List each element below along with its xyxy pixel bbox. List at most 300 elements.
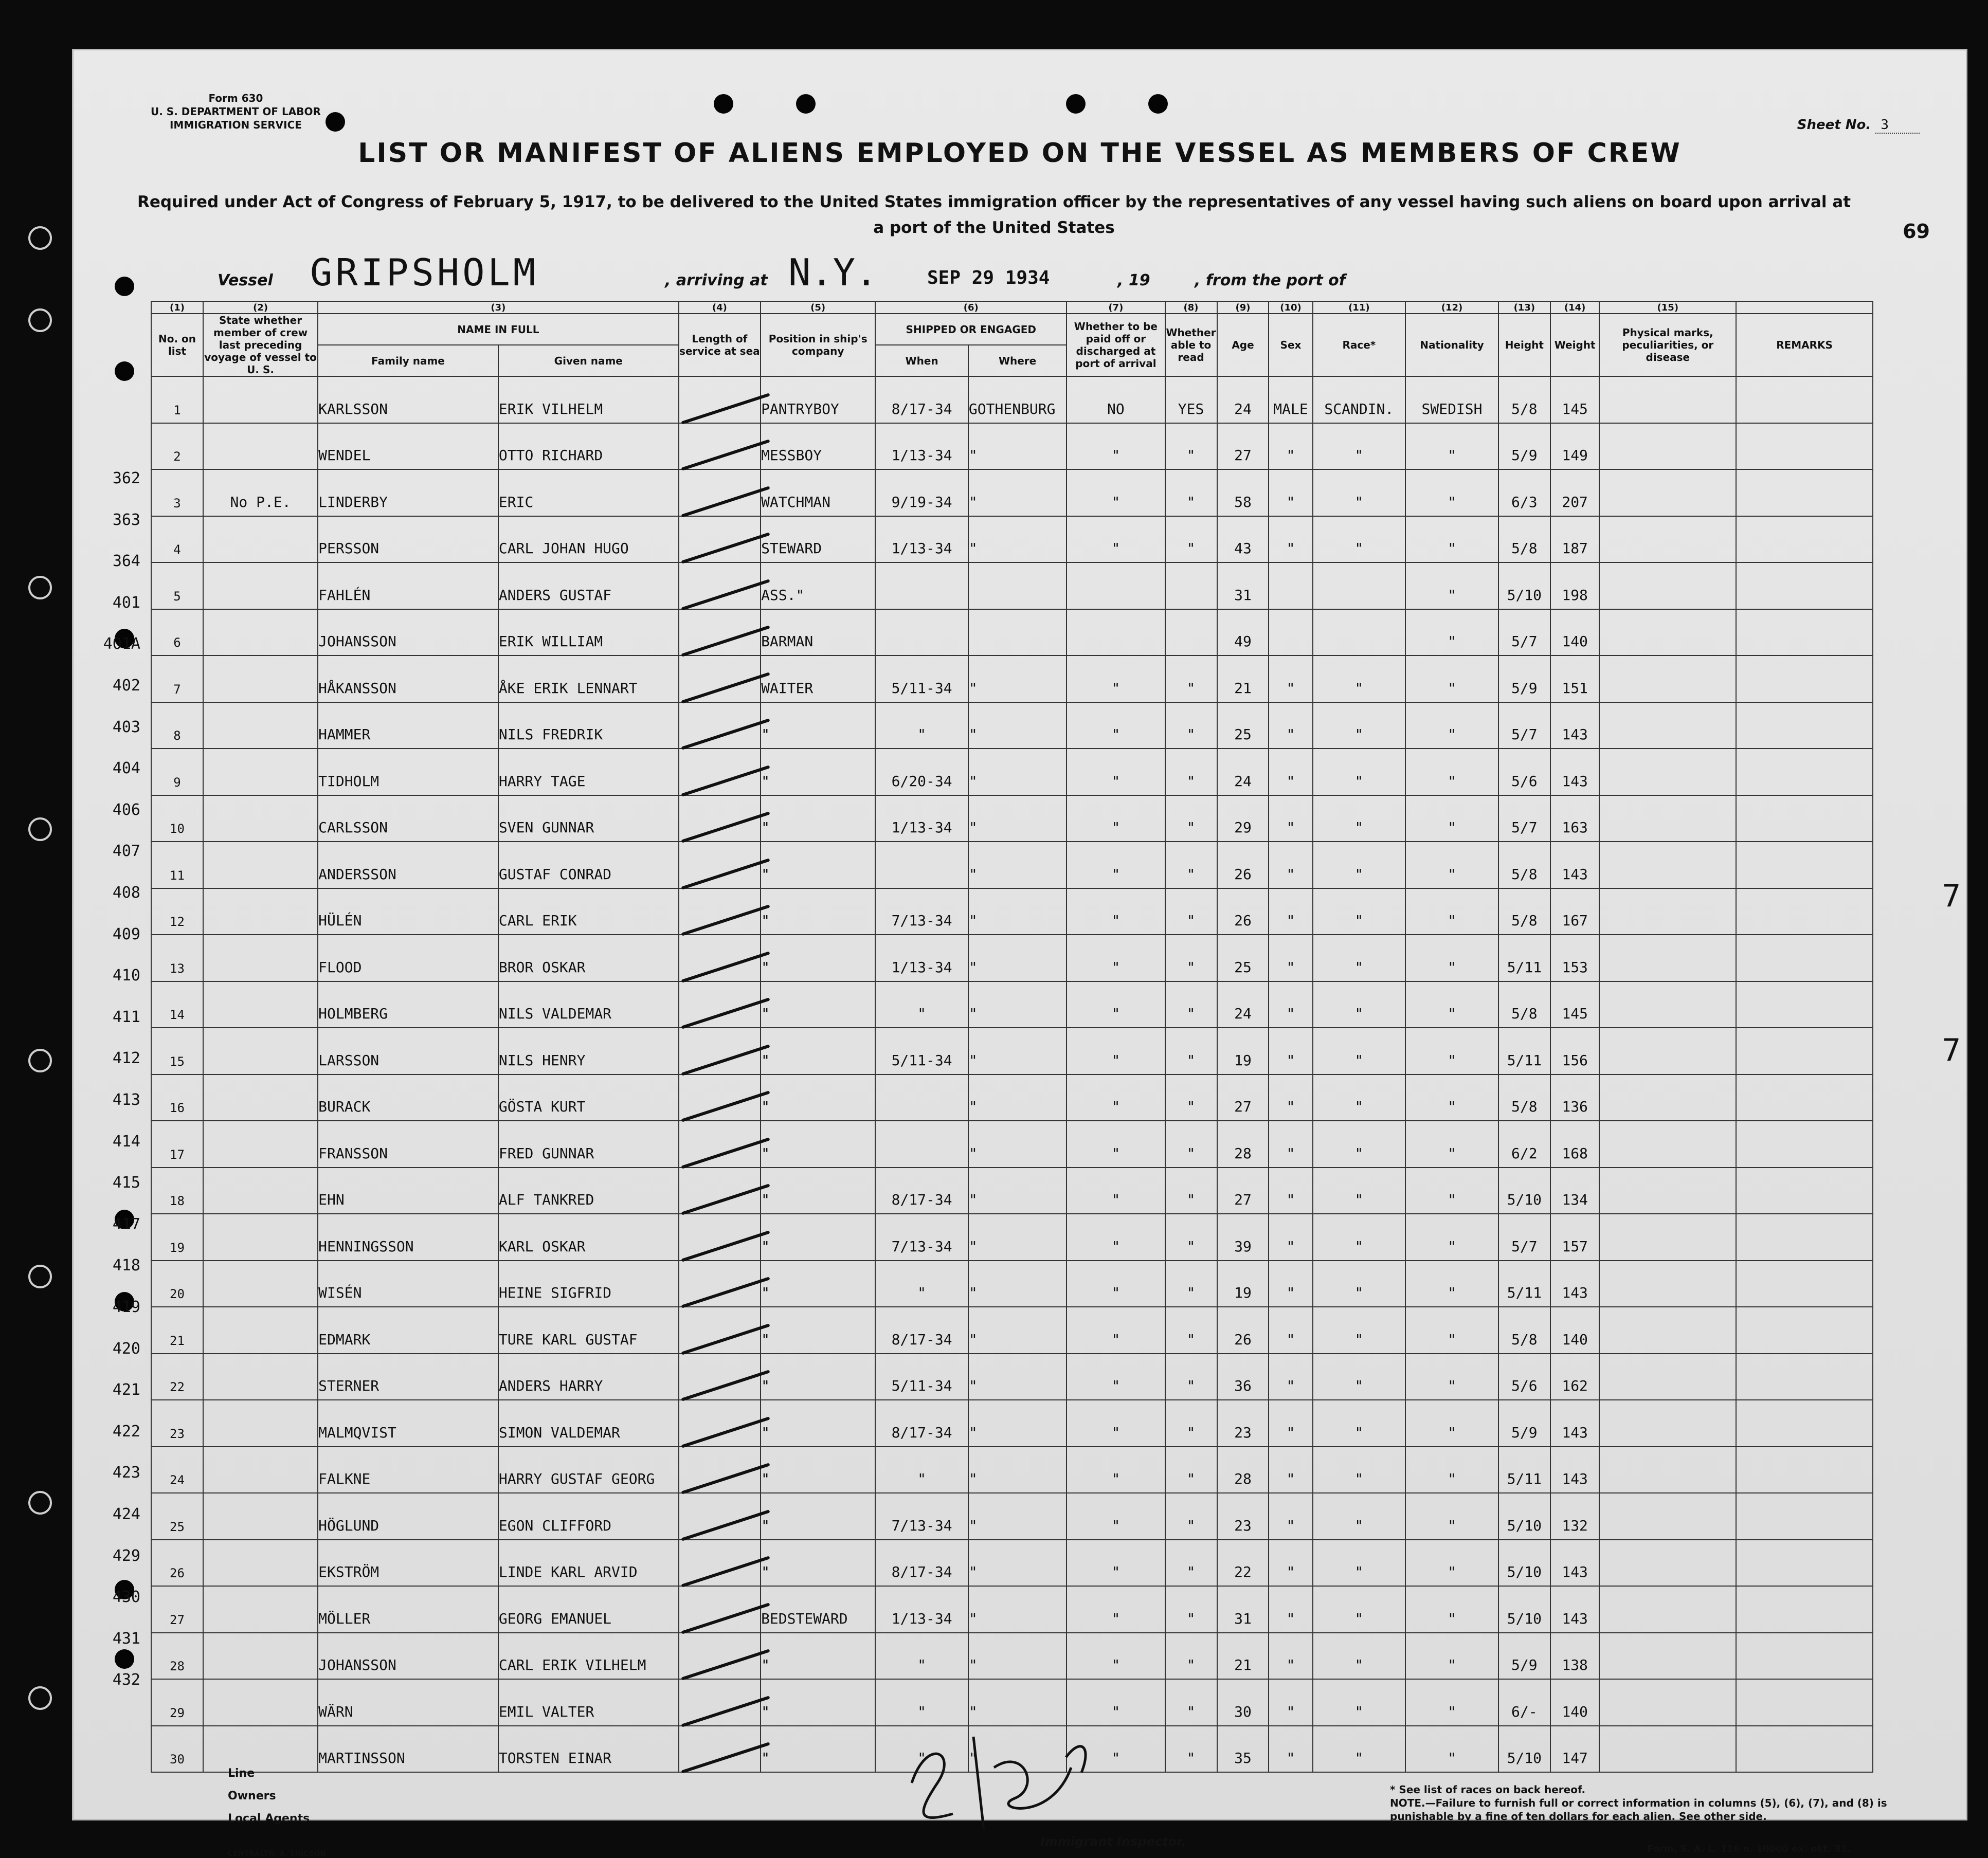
shipped-when-cell: " [875,1679,968,1726]
header-no-on-list: No. on list [151,314,203,376]
weight-cell: 138 [1550,1633,1600,1680]
position-cell: " [761,1493,875,1540]
table-row [151,1493,1873,1540]
length-of-service-cell [679,888,761,935]
list-number-cell: 22 [151,1354,203,1400]
shipped-where-cell: " [968,1121,1067,1168]
pen-stroke [681,997,770,1029]
weight-cell: 149 [1550,423,1600,470]
paid-off-cell [1067,562,1165,609]
sex-cell: " [1269,516,1312,563]
reference-number: 430 [112,1588,140,1607]
given-name-cell: GEORG EMANUEL [498,1586,679,1633]
paid-off-cell: " [1067,1307,1165,1354]
race-cell: " [1313,1214,1406,1261]
form-number: Form. S. A. L. 116 n. 10000 ex. okt. 31. [1647,1844,1851,1854]
height-cell: 6/- [1498,1679,1550,1726]
nationality-cell: " [1405,423,1498,470]
prior-voyage-cell [203,1214,318,1261]
given-name-cell: NILS VALDEMAR [498,981,679,1028]
physical-marks-cell [1599,1121,1736,1168]
race-cell: " [1313,1261,1406,1307]
punch-hole [1066,94,1086,114]
sex-cell [1269,609,1312,656]
physical-marks-cell [1599,1168,1736,1214]
length-of-service-cell [679,1726,761,1773]
height-cell: 5/9 [1498,655,1550,702]
table-row [151,749,1873,795]
given-name-cell: HARRY TAGE [498,749,679,795]
sex-cell: " [1269,1400,1312,1447]
height-cell: 5/6 [1498,1354,1550,1400]
reference-number: 419 [112,1298,140,1316]
position-cell: " [761,1633,875,1680]
height-cell: 5/8 [1498,1307,1550,1354]
pen-stroke [681,904,770,936]
age-cell: 30 [1217,1679,1269,1726]
shipped-when-cell: 5/11-34 [875,655,968,702]
race-cell: " [1313,981,1406,1028]
pen-stroke [681,1509,770,1541]
age-cell: 29 [1217,795,1269,842]
list-number-cell: 23 [151,1400,203,1447]
pen-stroke [681,439,770,470]
shipped-when-cell: 5/11-34 [875,1354,968,1400]
shipped-when-cell: 7/13-34 [875,888,968,935]
column-number: (2) [203,301,318,314]
prior-voyage-cell [203,981,318,1028]
paid-off-cell: " [1067,655,1165,702]
weight-cell: 143 [1550,702,1600,749]
column-number: (10) [1269,301,1312,314]
race-cell: " [1313,842,1406,888]
race-cell: " [1313,1400,1406,1447]
sex-cell: " [1269,1214,1312,1261]
list-number-cell: 4 [151,516,203,563]
family-name-cell: PERSSON [318,516,498,563]
family-name-cell: FALKNE [318,1447,498,1493]
remarks-cell [1736,376,1873,423]
shipped-when-cell [875,842,968,888]
length-of-service-cell [679,1400,761,1447]
able-to-read-cell: " [1165,655,1217,702]
reference-number: 362 [112,469,140,487]
column-number [1736,301,1873,314]
sex-cell: " [1269,1726,1312,1773]
position-cell: " [761,1168,875,1214]
table-row [151,1028,1873,1074]
nationality-cell: " [1405,1679,1498,1726]
remarks-cell [1736,469,1873,516]
height-cell: 5/11 [1498,1028,1550,1074]
paid-off-cell: " [1067,935,1165,981]
physical-marks-cell [1599,1493,1736,1540]
age-cell: 36 [1217,1354,1269,1400]
header-length-service: Length of service at sea [679,314,761,376]
punch-hole [796,94,816,114]
list-number-cell: 30 [151,1726,203,1773]
shipped-where-cell [968,609,1067,656]
weight-cell: 145 [1550,376,1600,423]
nationality-cell: " [1405,1168,1498,1214]
race-cell: " [1313,888,1406,935]
race-cell: " [1313,1679,1406,1726]
prior-voyage-cell [203,609,318,656]
shipped-when-cell: 1/13-34 [875,516,968,563]
age-cell: 49 [1217,609,1269,656]
height-cell: 5/9 [1498,423,1550,470]
prior-voyage-cell [203,1354,318,1400]
family-name-cell: JOHANSSON [318,1633,498,1680]
sex-cell: " [1269,1679,1312,1726]
able-to-read-cell: " [1165,842,1217,888]
weight-cell: 140 [1550,1307,1600,1354]
reference-number: 421 [112,1381,140,1399]
shipped-where-cell: " [968,795,1067,842]
shipped-when-cell [875,609,968,656]
shipped-where-cell: " [968,1633,1067,1680]
paid-off-cell: " [1067,1586,1165,1633]
given-name-cell: ANDERS GUSTAF [498,562,679,609]
position-cell: WATCHMAN [761,469,875,516]
height-cell: 5/8 [1498,1074,1550,1121]
page-number: 69 [1903,220,1930,243]
height-cell: 5/11 [1498,1261,1550,1307]
list-number-cell: 28 [151,1633,203,1680]
age-cell: 25 [1217,935,1269,981]
given-name-cell: ERIK WILLIAM [498,609,679,656]
nationality-cell: " [1405,935,1498,981]
list-number-cell: 27 [151,1586,203,1633]
footer-notes [1390,1783,1904,1823]
shipped-where-cell: " [968,1493,1067,1540]
given-name-cell: FRED GUNNAR [498,1121,679,1168]
shipped-where-cell: " [968,888,1067,935]
remarks-cell [1736,562,1873,609]
prior-voyage-cell [203,376,318,423]
shipped-when-cell [875,1121,968,1168]
paid-off-cell: " [1067,1447,1165,1493]
shipped-where-cell: " [968,981,1067,1028]
able-to-read-cell: " [1165,1168,1217,1214]
length-of-service-cell [679,469,761,516]
prior-voyage-cell [203,1168,318,1214]
able-to-read-cell: " [1165,1447,1217,1493]
able-to-read-cell: " [1165,1633,1217,1680]
family-name-cell: TIDHOLM [318,749,498,795]
table-row [151,609,1873,656]
position-cell: ASS." [761,562,875,609]
paid-off-cell: " [1067,1074,1165,1121]
shipped-where-cell: " [968,1400,1067,1447]
able-to-read-cell: " [1165,1121,1217,1168]
margin-tally-mark: 7 [1942,1032,1961,1068]
position-cell: WAITER [761,655,875,702]
height-cell: 6/3 [1498,469,1550,516]
pen-stroke [681,1090,770,1122]
table-row [151,655,1873,702]
family-name-cell: EDMARK [318,1307,498,1354]
nationality-cell: " [1405,1633,1498,1680]
height-cell: 5/10 [1498,1540,1550,1587]
page-subtitle: Required under Act of Congress of February 5, 1917, to be delivered to the United States immigration officer by the representatives of any vessel having such aliens on board upon arrival at a port of the United States [137,193,1851,237]
punch-hole [115,277,134,296]
nationality-cell: " [1405,749,1498,795]
column-number: (12) [1405,301,1498,314]
able-to-read-cell: " [1165,1540,1217,1587]
list-number-cell: 20 [151,1261,203,1307]
shipped-when-cell: 1/13-34 [875,1586,968,1633]
length-of-service-cell [679,1354,761,1400]
prior-voyage-cell [203,1074,318,1121]
header-height: Height [1498,314,1550,376]
vessel-name: GRIPSHOLM [310,251,539,294]
length-of-service-cell [679,1214,761,1261]
position-cell: STEWARD [761,516,875,563]
physical-marks-cell [1599,795,1736,842]
column-number: (4) [679,301,761,314]
list-number-cell: 11 [151,842,203,888]
inspector-label: Immigrant Inspector. [1040,1834,1186,1849]
header-name-in-full: NAME IN FULL [318,314,678,345]
age-cell: 35 [1217,1726,1269,1773]
nationality-cell: " [1405,842,1498,888]
prior-voyage-cell [203,516,318,563]
race-cell: " [1313,1493,1406,1540]
physical-marks-cell [1599,562,1736,609]
paid-off-cell: " [1067,1726,1165,1773]
able-to-read-cell: " [1165,1586,1217,1633]
paid-off-cell: " [1067,749,1165,795]
physical-marks-cell [1599,655,1736,702]
sex-cell: " [1269,1121,1312,1168]
family-name-cell: JOHANSSON [318,609,498,656]
physical-marks-cell [1599,1214,1736,1261]
shipped-where-cell: " [968,1447,1067,1493]
paid-off-cell: " [1067,1261,1165,1307]
weight-cell: 168 [1550,1121,1600,1168]
physical-marks-cell [1599,376,1736,423]
header-physical-marks: Physical marks, peculiarities, or disease [1599,314,1736,376]
shipped-where-cell: " [968,842,1067,888]
pen-stroke [681,1137,770,1169]
shipped-where-cell: " [968,1214,1067,1261]
punch-hole [115,1649,134,1669]
given-name-cell: OTTO RICHARD [498,423,679,470]
list-number-cell: 9 [151,749,203,795]
race-cell: " [1313,1726,1406,1773]
able-to-read-cell: " [1165,1214,1217,1261]
list-number-cell: 1 [151,376,203,423]
column-number: (14) [1550,301,1600,314]
length-of-service-cell [679,655,761,702]
race-cell: " [1313,935,1406,981]
shipped-when-cell: 5/11-34 [875,1028,968,1074]
physical-marks-cell [1599,1586,1736,1633]
prior-voyage-cell [203,1121,318,1168]
shipped-when-cell: 1/13-34 [875,935,968,981]
race-cell: " [1313,1307,1406,1354]
remarks-cell [1736,888,1873,935]
prior-voyage-cell [203,935,318,981]
shipped-where-cell: " [968,655,1067,702]
reference-number: 420 [112,1339,140,1358]
shipped-where-cell: " [968,516,1067,563]
binder-hole [28,308,52,332]
length-of-service-cell [679,1633,761,1680]
remarks-cell [1736,423,1873,470]
paid-off-cell: " [1067,795,1165,842]
able-to-read-cell: " [1165,1726,1217,1773]
height-cell: 5/10 [1498,1586,1550,1633]
position-cell: " [761,842,875,888]
family-name-cell: HAMMER [318,702,498,749]
reference-number: 418 [112,1256,140,1275]
pen-stroke [681,532,770,563]
prior-voyage-cell [203,1307,318,1354]
able-to-read-cell: " [1165,516,1217,563]
race-cell: " [1313,1447,1406,1493]
shipped-when-cell: 8/17-34 [875,1540,968,1587]
printer-imprint: CENTRALTR. A. ERICSON [228,1850,327,1858]
age-cell: 28 [1217,1447,1269,1493]
family-name-cell: HENNINGSSON [318,1214,498,1261]
list-number-cell: 6 [151,609,203,656]
physical-marks-cell [1599,888,1736,935]
prior-voyage-cell [203,655,318,702]
sheet-number [1797,117,1920,133]
shipped-when-cell: " [875,981,968,1028]
shipped-when-cell [875,562,968,609]
remarks-cell [1736,795,1873,842]
prior-voyage-cell [203,1400,318,1447]
prior-voyage-cell [203,423,318,470]
table-row [151,1214,1873,1261]
length-of-service-cell [679,1307,761,1354]
column-number: (5) [761,301,875,314]
header-position: Position in ship's company [761,314,875,376]
physical-marks-cell [1599,702,1736,749]
nationality-cell: " [1405,1214,1498,1261]
sex-cell: " [1269,1168,1312,1214]
length-of-service-cell [679,935,761,981]
able-to-read-cell: " [1165,981,1217,1028]
physical-marks-cell [1599,469,1736,516]
punch-hole [115,361,134,381]
remarks-cell [1736,609,1873,656]
sex-cell: " [1269,423,1312,470]
local-agents-label: Local Agents [228,1812,310,1825]
able-to-read-cell: " [1165,795,1217,842]
given-name-cell: CARL JOHAN HUGO [498,516,679,563]
position-cell: " [761,1121,875,1168]
length-of-service-cell [679,1028,761,1074]
shipped-when-cell: 6/20-34 [875,749,968,795]
pen-stroke [681,393,770,424]
remarks-cell [1736,935,1873,981]
reference-number: 412 [112,1049,140,1068]
length-of-service-cell [679,981,761,1028]
able-to-read-cell: " [1165,935,1217,981]
age-cell: 39 [1217,1214,1269,1261]
given-name-cell: CARL ERIK VILHELM [498,1633,679,1680]
given-name-cell: ALF TANKRED [498,1168,679,1214]
reference-number: 415 [112,1174,140,1192]
given-name-cell: LINDE KARL ARVID [498,1540,679,1587]
paid-off-cell [1067,609,1165,656]
list-number-cell: 17 [151,1121,203,1168]
pen-stroke [681,765,770,796]
binder-hole [28,817,52,841]
column-number: (1) [151,301,203,314]
list-number-cell: 12 [151,888,203,935]
pen-stroke [681,579,770,610]
race-cell: " [1313,1028,1406,1074]
prior-voyage-cell [203,1261,318,1307]
race-cell: " [1313,1121,1406,1168]
list-number-cell: 7 [151,655,203,702]
sex-cell: " [1269,1493,1312,1540]
remarks-cell [1736,1586,1873,1633]
pen-stroke [681,1416,770,1448]
nationality-cell: " [1405,1586,1498,1633]
height-cell: 5/7 [1498,1214,1550,1261]
family-name-cell: FRANSSON [318,1121,498,1168]
list-number-cell: 24 [151,1447,203,1493]
pen-stroke [681,718,770,750]
reference-number: 424 [112,1505,140,1523]
list-number-cell: 15 [151,1028,203,1074]
table-row [151,516,1873,563]
list-number-cell: 16 [151,1074,203,1121]
paid-off-cell: NO [1067,376,1165,423]
age-cell: 27 [1217,1074,1269,1121]
length-of-service-cell [679,1447,761,1493]
shipped-when-cell: 7/13-34 [875,1493,968,1540]
paid-off-cell: " [1067,1540,1165,1587]
header-race: Race* [1313,314,1406,376]
reference-number: 408 [112,884,140,902]
year-label: , 19 [1117,271,1150,289]
weight-cell: 167 [1550,888,1600,935]
paid-off-cell: " [1067,1028,1165,1074]
given-name-cell: HARRY GUSTAF GEORG [498,1447,679,1493]
shipped-where-cell: " [968,935,1067,981]
height-cell: 5/8 [1498,376,1550,423]
family-name-cell: MARTINSSON [318,1726,498,1773]
weight-cell: 198 [1550,562,1600,609]
paid-off-cell: " [1067,981,1165,1028]
weight-cell: 143 [1550,1540,1600,1587]
shipped-when-cell: 1/13-34 [875,423,968,470]
reference-number: 401A [103,635,140,653]
sex-cell: " [1269,1447,1312,1493]
reference-number: 422 [112,1422,140,1441]
family-name-cell: HÜLÉN [318,888,498,935]
pen-stroke [681,858,770,889]
family-name-cell: WÄRN [318,1679,498,1726]
line-label: Line [228,1767,255,1780]
header-weight: Weight [1550,314,1600,376]
shipped-where-cell: " [968,423,1067,470]
header-state-member: State whether member of crew last preceding voyage of vessel to U. S. [203,314,318,376]
header-when: When [875,345,968,376]
age-cell: 27 [1217,1168,1269,1214]
given-name-cell: EGON CLIFFORD [498,1493,679,1540]
punch-hole [714,94,733,114]
able-to-read-cell [1165,609,1217,656]
height-cell: 5/8 [1498,888,1550,935]
